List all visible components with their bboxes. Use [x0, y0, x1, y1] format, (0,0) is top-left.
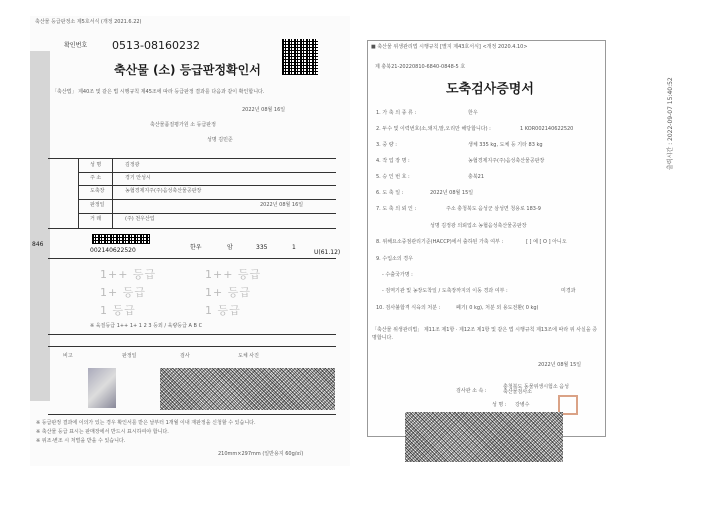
row-value-4: (주) 천우산업 — [125, 216, 155, 222]
grade-stamp-4: 1++ 등급 — [205, 268, 262, 281]
header-tiny: 축산물 등급판정소 제5호서식 (개정 2021.6.22) — [35, 19, 142, 25]
barcode — [92, 234, 150, 244]
item-label-9: 9. 수입소의 경우 — [376, 256, 413, 262]
item-value-7: 성명 김정광 의뢰업소 농협음성축산물공판장 — [430, 223, 527, 229]
item-value-8: [ ] 예 [ O ] 아니오 — [526, 239, 567, 245]
count: 1 — [292, 244, 296, 251]
footnote-2: ※ 축산물 등급 표시는 판매장에서 반드시 표시하여야 합니다. — [36, 429, 169, 435]
row-no: 846 — [32, 241, 44, 248]
slaughter-inspection-certificate — [367, 40, 606, 437]
row-value-1: 경기 안성시 — [125, 175, 151, 181]
issuer-name: 성명 김민준 — [207, 137, 233, 143]
grade-stamp-2: 1+ 등급 — [100, 286, 146, 299]
row-label-4: 거 래 — [90, 216, 102, 222]
item-value-0: 한우 — [468, 110, 478, 116]
row-value-3: 2022년 08월 16일 — [260, 202, 304, 208]
item-value-4: 충북21 — [468, 174, 485, 180]
item-value-1: 1 KOR002140622520 — [520, 126, 574, 132]
inspector: 강병수 — [515, 402, 530, 408]
item-label-4: 5. 승 인 번 호 : — [376, 174, 410, 180]
cert-no-label: 확인번호 — [64, 42, 88, 49]
grade-certificate — [30, 16, 350, 466]
item-label-10: - 수출국가명 : — [382, 272, 413, 278]
bottom-label-1: 검사 — [180, 353, 190, 359]
intro-text: 「축산법」 제40조 및 같은 법 시행규칙 제45조에 따라 등급판정 결과를 다음과 같이 확인합니다. — [52, 89, 265, 95]
grade-note: ※ 육질등급 1++ 1+ 1 2 3 등외 / 육량등급 A B C — [90, 323, 203, 329]
item-label-2: 3. 중 량 : — [376, 142, 397, 148]
item-value-6: 주소 충청북도 음성군 삼성면 청용로 183-9 — [446, 206, 541, 212]
statement: 「축산물 위생관리법」 제11조 제1항 · 제12조 제1항 및 같은 법 시행규칙 제13조에 따라 위 사실을 증명합니다. — [372, 327, 598, 341]
paper-size: 210mm×297mm (일반용지 60g/㎡) — [218, 451, 304, 457]
header-tiny: ■ 축산물 위생관리법 시행규칙 [별지 제43호서식] <개정 2020.4.10> — [371, 44, 528, 50]
item-value-11: 미경과 — [561, 288, 576, 294]
cert-number: 제 충북21-20220810-6840-0848-5 호 — [375, 64, 466, 70]
item-label-12: 10. 검사불합격 식육의 처분 : — [376, 305, 441, 311]
grade-stamp-6: 1 등급 — [205, 304, 241, 317]
trace-no: 002140622520 — [90, 247, 136, 254]
row-label-0: 성 명 — [90, 162, 102, 168]
weight: 335 — [256, 244, 268, 251]
grade-stamp-3: 1 등급 — [100, 304, 136, 317]
item-label-11: - 검역기관 및 농장도착일 / 도축장까지의 이동 경과 여부 : — [382, 288, 508, 294]
doc-title: 축산물 (소) 등급판정확인서 — [114, 63, 261, 77]
footnote-3: ※ 위조·변조 시 처벌을 받을 수 있습니다. — [36, 438, 126, 444]
row-value-0: 김정광 — [125, 162, 140, 168]
bottom-label-0: 판정일 — [122, 353, 137, 359]
grade-stamp-5: 1+ 등급 — [205, 286, 251, 299]
issuer: 축산물품질평가원 소 등급판정 — [150, 122, 216, 128]
row-label-1: 주 소 — [90, 175, 102, 181]
redacted-area — [405, 412, 563, 462]
print-timestamp: 출력시간 : 2022-09-07 15:40:52 — [667, 77, 674, 170]
item-label-3: 4. 작 업 장 명 : — [376, 158, 410, 164]
item-value-2: 생체 335 kg, 도체 등 기타 83 kg — [468, 142, 543, 148]
row-value-2: 농협경제지주(주)음성축산물공판장 — [125, 188, 202, 194]
remark-label: 비고 — [63, 353, 73, 359]
item-label-5: 6. 도 축 일 : — [376, 190, 404, 196]
item-label-6: 7. 도 축 의 뢰 인 : — [376, 206, 417, 212]
grade-mark: 암 — [227, 244, 233, 251]
office: 충청북도 동물위생시험소 음성축산물검사소 — [503, 384, 569, 395]
scan-shadow — [30, 51, 50, 401]
issue-date: 2022년 08월 16일 — [242, 107, 286, 113]
score: U(61.12) — [314, 249, 341, 256]
redacted-area — [160, 368, 335, 410]
inspector-label: 성 명 : — [492, 402, 507, 408]
sex: 한우 — [190, 244, 202, 251]
item-value-3: 농협경제지주(주)음성축산물공판장 — [468, 158, 545, 164]
grade-stamp-1: 1++ 등급 — [100, 268, 157, 281]
bottom-label-2: 도체 사진 — [238, 353, 259, 359]
row-label-3: 판정일 — [90, 202, 105, 208]
doc-title: 도축검사증명서 — [446, 82, 534, 97]
item-label-0: 1. 가 축 의 종 류 : — [376, 110, 417, 116]
office-label: 검사관 소 속 : — [456, 388, 487, 394]
item-value-5: 2022년 08월 15일 — [430, 190, 474, 196]
row-label-2: 도축장 — [90, 188, 105, 194]
carcass-photo — [88, 368, 116, 408]
item-value-12: 폐기( 0 kg), 처분 외 용도전환( 0 kg) — [456, 305, 539, 311]
footnote-1: ※ 등급판정 결과에 이의가 있는 경우 확인서를 받은 날부터 1개월 이내 재판정을 신청할 수 있습니다. — [36, 420, 256, 426]
item-label-1: 2. 두수 및 이력번호(소,돼지,말,오리만 해당합니다) : — [376, 126, 491, 132]
issue-date: 2022년 08월 15일 — [538, 362, 582, 368]
cert-no: 0513-08160232 — [112, 39, 200, 52]
item-label-8: 8. 위해요소중점관리기준(HACCP)에서 출하된 가축 여부 : — [376, 239, 504, 245]
qr-code — [282, 39, 318, 75]
